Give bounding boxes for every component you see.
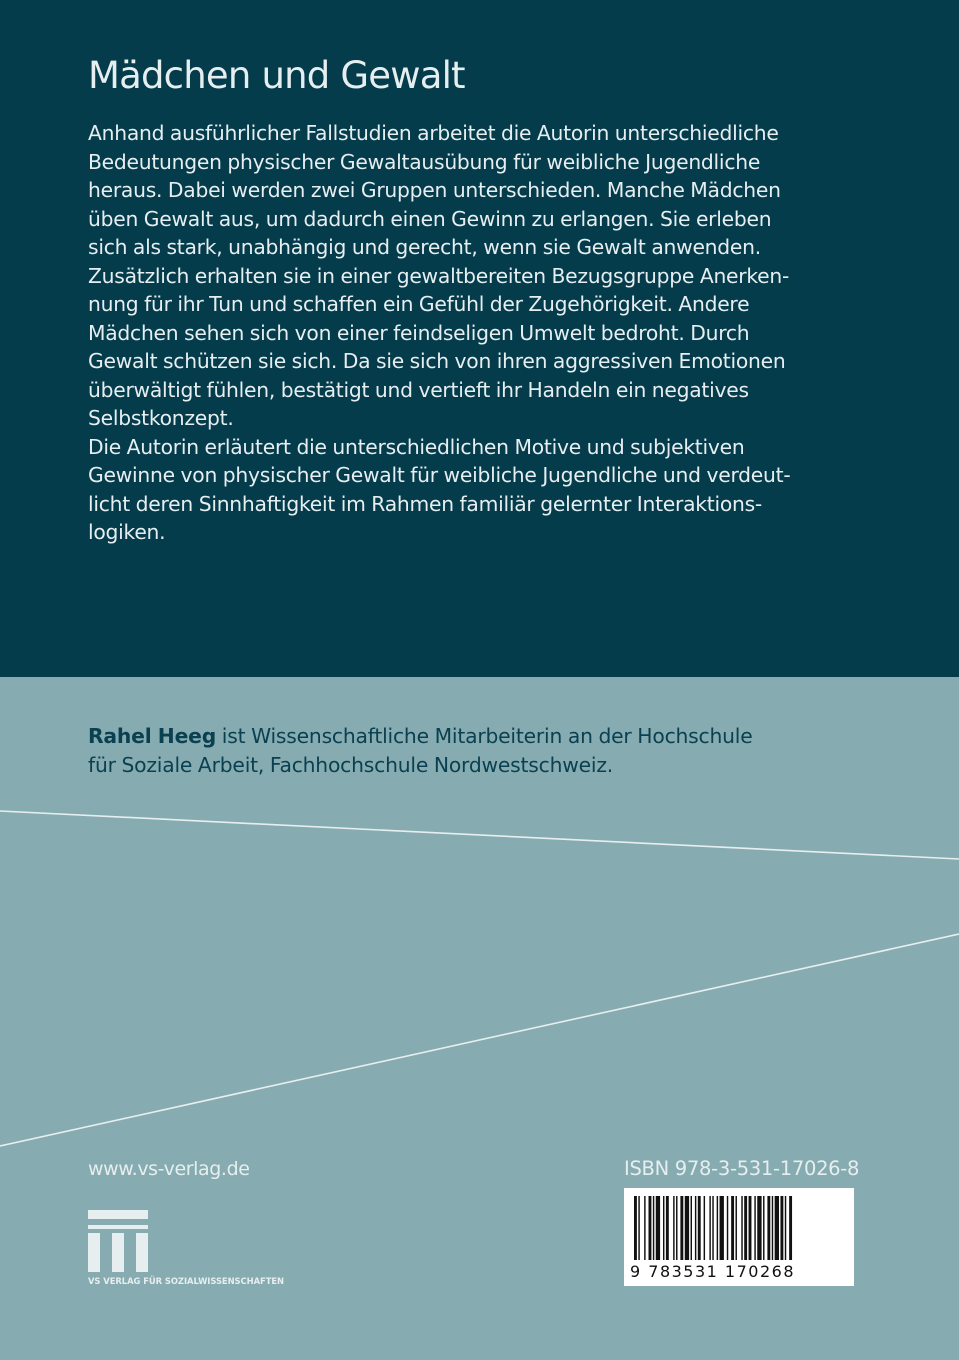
barcode-bar bbox=[656, 1196, 660, 1260]
bio-line: für Soziale Arbeit, Fachhochschule Nordwestschweiz. bbox=[88, 753, 614, 777]
barcode-bar bbox=[644, 1196, 645, 1260]
bio-text: ist Wissenschaftliche Mitarbeiterin an der Hochschule bbox=[216, 724, 753, 748]
blurb-line: Selbstkonzept. bbox=[88, 406, 234, 430]
blurb-line: überwältigt fühlen, bestätigt und vertieft ihr Handeln ein negatives bbox=[88, 377, 749, 402]
barcode-bar bbox=[691, 1196, 692, 1260]
barcode-digits: 9 783531 170268 bbox=[630, 1262, 796, 1281]
publisher-name: VS VERLAG FÜR SOZIALWISSENSCHAFTEN bbox=[88, 1276, 284, 1286]
blurb-line: Anhand ausführlicher Fallstudien arbeitet die Autorin unterschiedliche bbox=[88, 121, 779, 145]
barcode-bar bbox=[763, 1196, 764, 1260]
barcode-bar bbox=[685, 1196, 689, 1260]
barcode-bar bbox=[767, 1196, 770, 1260]
blurb-line: licht deren Sinnhaftigkeit im Rahmen familiär gelernter Interaktions- bbox=[88, 491, 762, 516]
publisher-website-link[interactable]: www.vs-verlag.de bbox=[88, 1158, 250, 1180]
barcode bbox=[624, 1188, 854, 1286]
barcode-bar bbox=[712, 1196, 713, 1260]
blurb-line: üben Gewalt aus, um dadurch einen Gewinn zu erlangen. Sie erleben bbox=[88, 206, 772, 231]
blurb-line: logiken. bbox=[88, 520, 166, 544]
barcode-bar bbox=[780, 1196, 783, 1260]
decorative-line bbox=[0, 811, 959, 859]
barcode-bar bbox=[741, 1196, 742, 1260]
barcode-bar bbox=[720, 1196, 724, 1260]
blurb-line: Gewalt schützen sie sich. Da sie sich von ihren aggressiven Emotionen bbox=[88, 349, 786, 373]
barcode-bar bbox=[789, 1196, 792, 1260]
barcode-bar bbox=[775, 1196, 779, 1260]
barcode-bar bbox=[666, 1196, 669, 1260]
barcode-bar bbox=[736, 1196, 737, 1260]
barcode-bar bbox=[731, 1196, 734, 1260]
barcode-bar bbox=[717, 1196, 718, 1260]
barcode-bar bbox=[676, 1196, 677, 1260]
isbn: ISBN 978-3-531-17026-8 bbox=[624, 1157, 860, 1180]
barcode-bar bbox=[757, 1196, 761, 1260]
blurb-line: sich als stark, unabhängig und gerecht, wenn sie Gewalt anwenden. bbox=[88, 235, 761, 259]
barcode-bar bbox=[785, 1196, 786, 1260]
blurb-line: Mädchen sehen sich von einer feindseligen Umwelt bedroht. Durch bbox=[88, 320, 750, 345]
book-title: Mädchen und Gewalt bbox=[88, 54, 465, 97]
barcode-bar bbox=[638, 1196, 639, 1260]
barcode-bar bbox=[772, 1196, 773, 1260]
barcode-bar bbox=[749, 1196, 752, 1260]
blurb-line: nung für ihr Tun und schaffen ein Gefühl der Zugehörigkeit. Andere bbox=[88, 292, 750, 316]
blurb-line: Die Autorin erläutert die unterschiedlichen Motive und subjektiven bbox=[88, 434, 745, 459]
publisher-logo-icon bbox=[88, 1210, 148, 1272]
decorative-line bbox=[0, 934, 959, 1146]
barcode-bar bbox=[673, 1196, 674, 1260]
barcode-bar bbox=[744, 1196, 747, 1260]
blurb-line: Gewinne von physischer Gewalt für weibliche Jugendliche und verdeut- bbox=[88, 463, 791, 487]
author-name: Rahel Heeg bbox=[88, 724, 217, 748]
barcode-bar bbox=[727, 1196, 728, 1260]
barcode-bar bbox=[704, 1196, 705, 1260]
barcode-bar bbox=[680, 1196, 683, 1260]
barcode-bar bbox=[653, 1196, 654, 1260]
barcode-bar bbox=[709, 1196, 710, 1260]
barcode-bar bbox=[663, 1196, 664, 1260]
barcode-bar bbox=[698, 1196, 701, 1260]
blurb-line: heraus. Dabei werden zwei Gruppen unterschieden. Manche Mädchen bbox=[88, 178, 781, 202]
barcode-bar bbox=[634, 1196, 637, 1260]
barcode-bar bbox=[754, 1196, 755, 1260]
barcode-bar bbox=[695, 1196, 696, 1260]
barcode-bar bbox=[649, 1196, 652, 1260]
blurb-line: Zusätzlich erhalten sie in einer gewaltbereiten Bezugsgruppe Anerken- bbox=[88, 263, 790, 288]
blurb-line: Bedeutungen physischer Gewaltausübung für weibliche Jugendliche bbox=[88, 149, 761, 174]
